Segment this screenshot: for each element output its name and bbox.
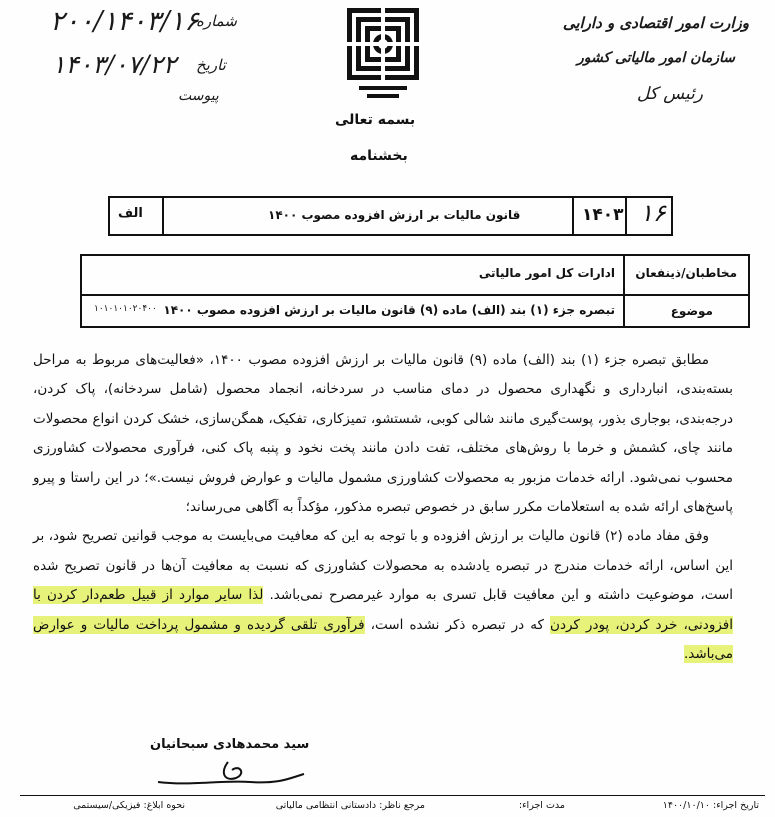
invocation: بسمه تعالی: [335, 112, 416, 128]
footer-exec-date: تاریخ اجراء: ۱۴۰۰/۱۰/۱۰: [662, 800, 759, 811]
emblem-icon: [345, 6, 421, 104]
subject-value: تبصره جزء (۱) بند (الف) ماده (۹) قانون مالیات بر ارزش افزوده مصوب ۱۴۰۰: [163, 303, 615, 317]
circular-number: ۱۶: [640, 199, 666, 227]
organization-name: سازمان امور مالیاتی کشور: [576, 50, 735, 66]
body-paragraph-2-text: وفق مفاد ماده (۲) قانون مالیات بر ارزش افزوده و با توجه به این که معافیت می‌بایست به موجب قوانین تصریح شود، بر این اساس، ارائه خدمات مندرج در تبصره یادشده به محصولات کشاورزی که نسبت به معافیت آن‌ها در قانون تصریح شده است، موضوعیت داشته و این معافیت قابل تسری به موارد غیرمصرح نمی‌باشد.: [33, 528, 734, 604]
circular-subject: قانون مالیات بر ارزش افزوده مصوب ۱۴۰۰: [268, 208, 521, 222]
subject-label: موضوع: [670, 304, 713, 318]
signature-mark: [150, 756, 310, 792]
document-type: بخشنامه: [350, 148, 408, 164]
signatory-name: سید محمدهادی سبحانیان: [150, 737, 310, 752]
body-paragraph-1: مطابق تبصره جزء (۱) بند (الف) ماده (۹) قانون مالیات بر ارزش افزوده مصوب ۱۴۰۰، «فعالیت‌های مربوط به مراحل بسته‌بندی، انبارداری و نگهداری محصول در دمای مناسب در سردخانه، انجماد محصول (شامل سردخانه)، پاک کردن، درجه‌بندی، بوجاری بذور، پوست‌گیری مانند شالی کوبی، شستشو، تمیزکاری، تفکیک، همگن‌سازی، خشک کردن انواع محصولات مانند چای، کشمش و خرما با روش‌های مختلف، تفت دادن مانند پخت نخود و پنبه پاک کنی، فرآوری محصولات کشاورزی محسوب نمی‌شود. ارائه خدمات مزبور به محصولات کشاورزی مشمول مالیات و عوارض فروش نیست.»؛ در این راستا و پیرو پاسخ‌های ارائه شده به استعلامات مکرر سابق در خصوص تبصره مذکور، مؤکداً به آگاهی می‌رساند؛: [33, 352, 733, 516]
footer-notify: نحوه ابلاغ: فیزیکی/سیستمی: [73, 800, 185, 811]
document-footer: [20, 795, 765, 816]
body-paragraph-2-middle: که در تبصره ذکر نشده است،: [364, 616, 551, 633]
circular-body: [33, 346, 733, 669]
highlighted-text-1: لذا سایر موارد از قبیل طعم‌دار کردن با افزودنی، خرد کردن، پودر کردن: [33, 587, 733, 633]
subject-code: ۱۰۱۰۱۰۱۰۲۰۴۰۰: [94, 304, 157, 314]
circular-code: الف: [118, 206, 143, 221]
handwritten-date: ۱۴۰۳/۰۷/۲۲: [52, 50, 177, 79]
signature-title: رئیس کل: [636, 84, 703, 104]
ministry-name: وزارت امور اقتصادی و دارایی: [562, 14, 749, 32]
recipients-label: مخاطبان/ذینفعان: [635, 266, 737, 280]
footer-duration: مدت اجراء:: [518, 800, 565, 811]
date-label: تاریخ: [196, 56, 226, 74]
body-paragraph-2: [33, 522, 733, 669]
footer-reference: مرجع ناظر: دادستانی انتظامی مالیاتی: [275, 800, 425, 811]
circular-year: ۱۴۰۳: [582, 205, 624, 225]
highlighted-text-2: فرآوری تلقی گردیده و مشمول پرداخت مالیات و عوارض می‌باشد.: [33, 616, 733, 663]
number-label: شماره: [196, 12, 237, 30]
attachment-label: پیوست: [178, 88, 219, 104]
recipients-value: ادارات کل امور مالیاتی: [478, 266, 615, 280]
handwritten-number: ۲۰۰/۱۴۰۳/۱۶: [50, 6, 199, 37]
